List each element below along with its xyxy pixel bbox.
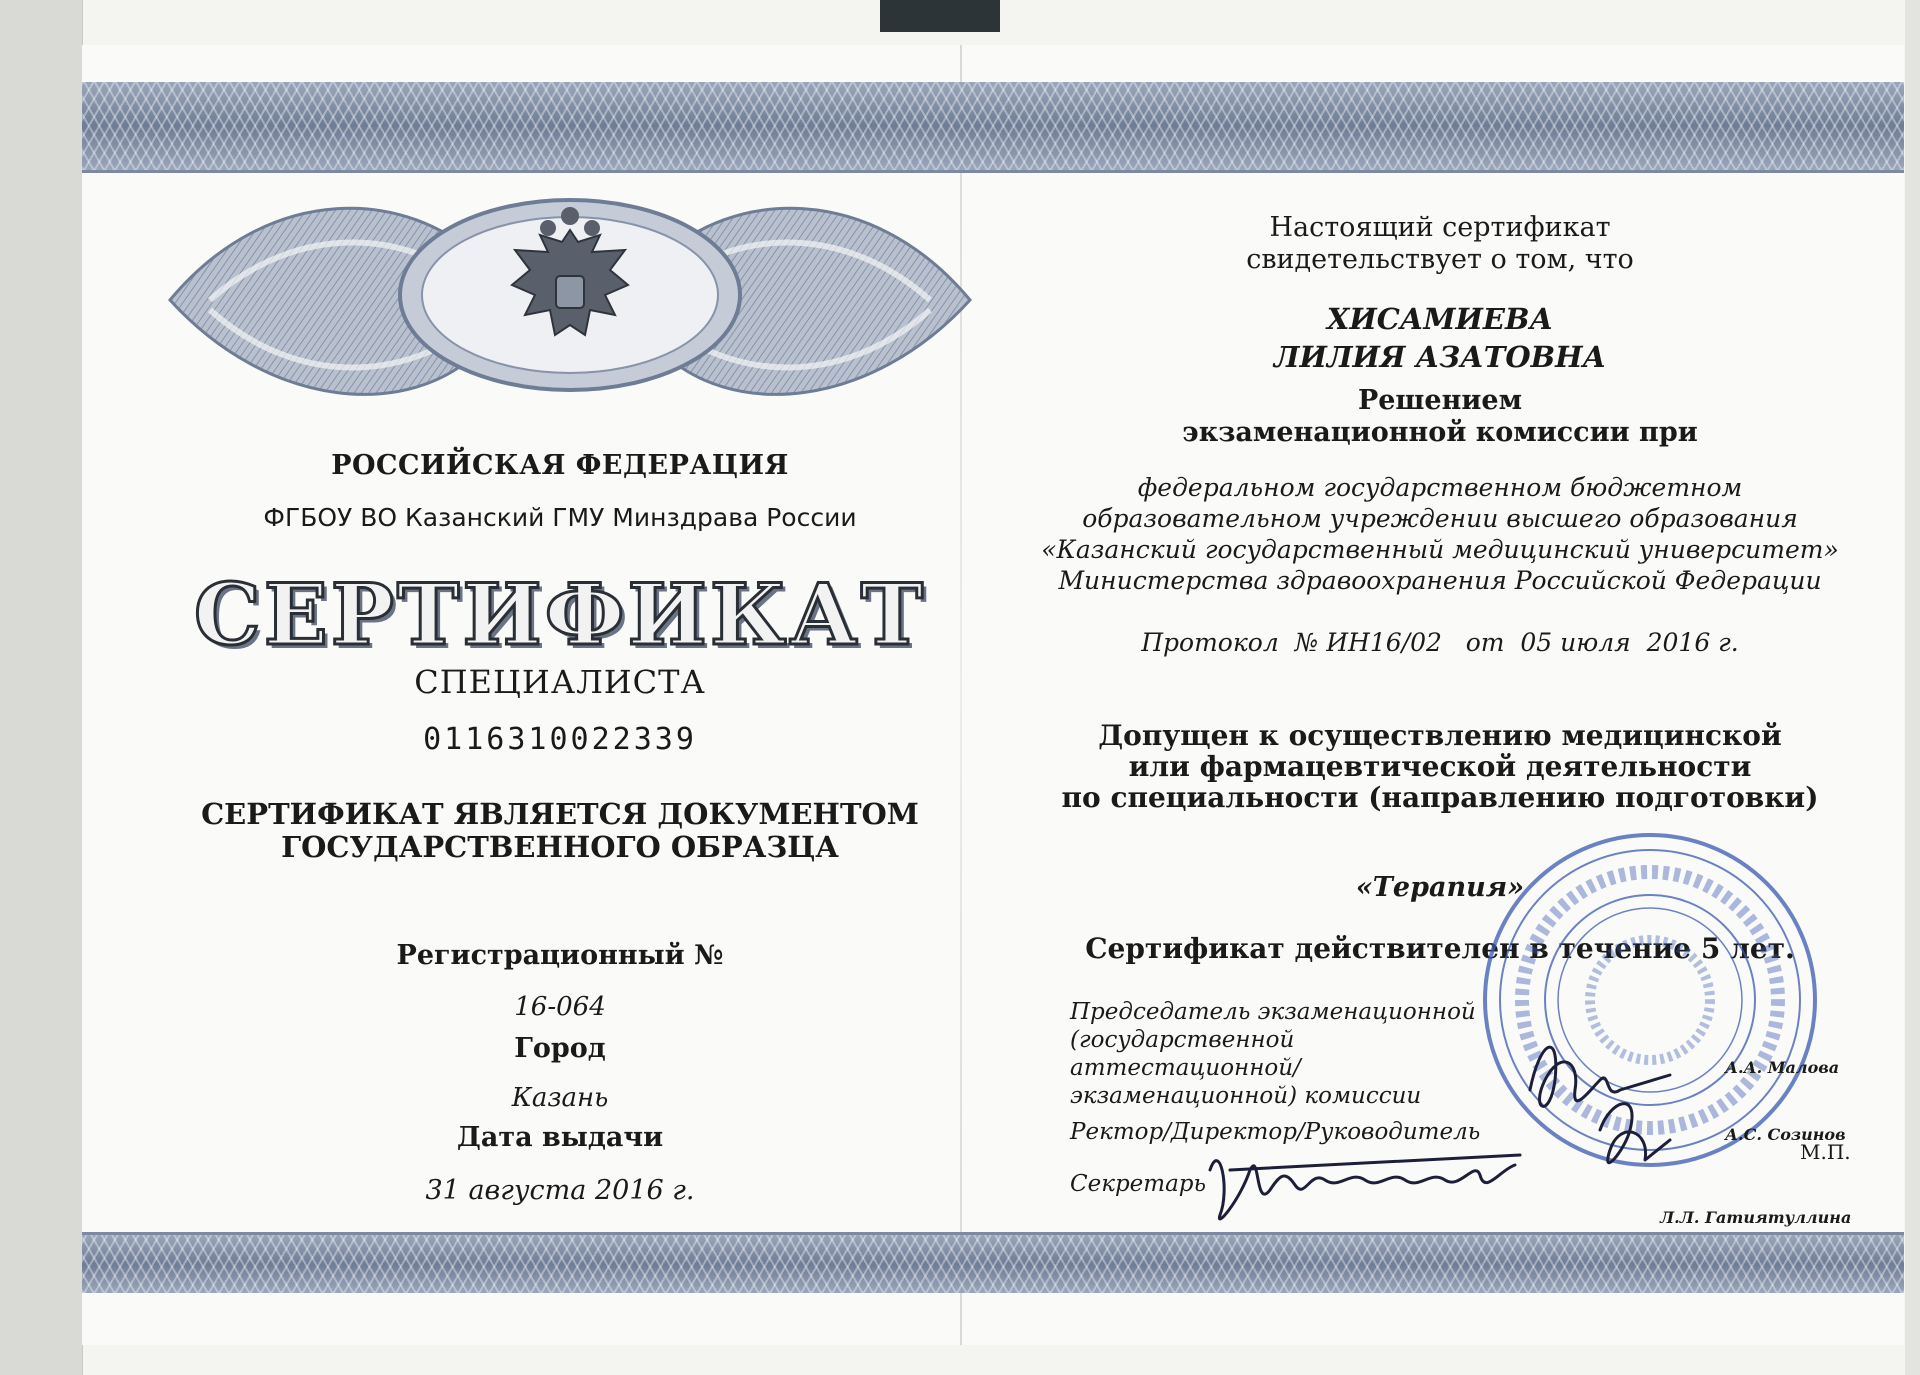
registration-number: 16-064 xyxy=(514,992,606,1022)
binding-strip xyxy=(880,0,1000,32)
admission-line-1: Допущен к осуществлению медицинской xyxy=(1098,719,1782,752)
rector-label: Ректор/Директор/Руководитель xyxy=(1070,1119,1481,1145)
institution-line-3: «Казанский государственный медицинский университет» xyxy=(1041,535,1839,564)
certificate-subtitle: СПЕЦИАЛИСТА xyxy=(414,663,706,701)
holder-surname: ХИСАМИЕВА xyxy=(1326,302,1554,336)
city-value: Казань xyxy=(511,1083,609,1113)
admission-line-2: или фармацевтической деятельности xyxy=(1128,750,1752,783)
intro-line-1: Настоящий сертификат xyxy=(1269,212,1611,243)
certificate-title: СЕРТИФИКАТ xyxy=(193,565,927,664)
chair-label-line-3: экзаменационной) комиссии xyxy=(1070,1083,1422,1109)
registration-label: Регистрационный № xyxy=(396,940,724,971)
admission-text xyxy=(1040,720,1840,813)
secretary-label: Секретарь xyxy=(1070,1171,1207,1197)
holder-given-names: ЛИЛИЯ АЗАТОВНА xyxy=(1273,340,1607,374)
chair-label xyxy=(1070,998,1490,1110)
issue-date: 31 августа 2016 г. xyxy=(425,1175,695,1206)
country-heading: РОССИЙСКАЯ ФЕДЕРАЦИЯ xyxy=(331,450,789,481)
issuing-organization: ФГБОУ ВО Казанский ГМУ Минздрава России xyxy=(263,503,857,532)
issue-date-label: Дата выдачи xyxy=(456,1122,664,1153)
protocol-reference: Протокол № ИН16/02 от 05 июля 2016 г. xyxy=(1141,628,1739,657)
holder-name xyxy=(1040,300,1840,376)
validity-statement: Сертификат действителен в течение 5 лет. xyxy=(1085,932,1795,965)
right-paper-edge xyxy=(1905,0,1920,1375)
rector-name: А.С. Созинов xyxy=(1725,1125,1846,1144)
institution-line-2: образовательном учреждении высшего образования xyxy=(1082,504,1798,533)
institution-line-4: Министерства здравоохранения Российской Федерации xyxy=(1058,566,1822,595)
decision-line-1: Решением xyxy=(1357,385,1523,416)
chair-label-line-2: (государственной аттестационной/ xyxy=(1070,1027,1301,1081)
chair-label-line-1: Председатель экзаменационной xyxy=(1070,999,1476,1025)
serial-number: 0116310022339 xyxy=(423,722,697,757)
institution-text xyxy=(1040,472,1840,596)
chair-name: А.А. Малова xyxy=(1725,1058,1840,1077)
left-paper-edge xyxy=(0,0,83,1375)
decision-line-2: экзаменационной комиссии при xyxy=(1182,417,1698,448)
institution-line-1: федеральном государственном бюджетном xyxy=(1137,473,1743,502)
secretary-name: Л.Л. Гатиятуллина xyxy=(1660,1208,1852,1227)
decision-text xyxy=(1040,385,1840,449)
state-document-notice xyxy=(170,798,950,864)
intro-text xyxy=(1040,212,1840,276)
seal-mark: М.П. xyxy=(1800,1140,1851,1164)
admission-line-3: по специальности (направлению подготовки) xyxy=(1061,781,1819,814)
state-document-line-1: СЕРТИФИКАТ ЯВЛЯЕТСЯ ДОКУМЕНТОМ xyxy=(201,797,919,831)
emblem-ornament xyxy=(150,150,990,450)
state-document-line-2: ГОСУДАРСТВЕННОГО ОБРАЗЦА xyxy=(281,830,839,864)
specialty: «Терапия» xyxy=(1355,872,1525,903)
intro-line-2: свидетельствует о том, что xyxy=(1246,244,1634,275)
city-label: Город xyxy=(514,1033,606,1064)
